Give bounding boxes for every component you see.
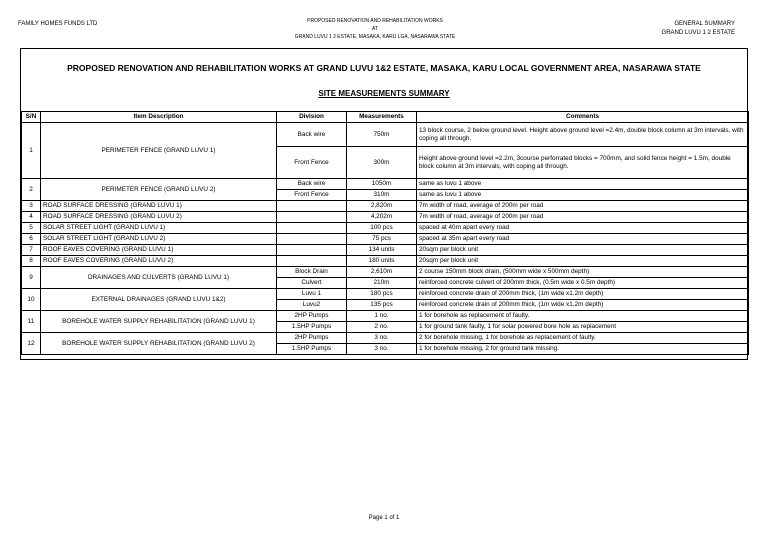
cell-sn: 7 [22,245,41,256]
cell-division: Front Fence [277,190,347,201]
cell-comment: 20sqm per block unit [417,245,749,256]
table-row [22,212,749,223]
cell-item: BOREHOLE WATER SUPPLY REHABILITATION (GRAND LUVU 1) [41,311,277,333]
measurements-table [21,111,749,355]
cell-comment: 1 for ground tank faulty, 1 for solar powered bore hole as replacement [417,322,749,333]
cell-item: DRAINAGES AND CULVERTS (GRAND LUVU 1) [41,267,277,289]
cell-measurement: 310m [347,190,417,201]
cell-measurement: 135 pcs [347,300,417,311]
cell-comment: 2 for borehole missing, 1 for borehole as replacement of faulty. [417,333,749,344]
cell-division: 1.5HP Pumps [277,344,347,355]
cell-measurement: 2,610m [347,267,417,278]
page-number: Page 1 of 1 [368,515,400,521]
cell-item: BOREHOLE WATER SUPPLY REHABILITATION (GRAND LUVU 2) [41,333,277,355]
cell-comment: 20sqm per block unit [417,256,749,267]
cell-comment: reinforced concrete drain of 200mm thick, (1m wide x1.2m depth) [417,289,749,300]
cell-division: Luvu2 [277,300,347,311]
cell-item: ROOF EAVES COVERING (GRAND LUVU 1) [41,245,277,256]
cell-sn: 10 [22,289,41,311]
cell-measurement: 3 no. [347,333,417,344]
cell-sn: 9 [22,267,41,289]
cell-sn: 8 [22,256,41,267]
table-row [22,179,749,190]
cell-comment: reinforced concrete drain of 200mm thick, (1m wide x1.2m depth) [417,300,749,311]
cell-measurement: 134 units [347,245,417,256]
table-row [22,333,749,344]
col-item: Item Description [41,112,277,123]
cell-comment: reinforced concrete culvert of 200mm thick, (0.5m wide x 0.5m depth) [417,278,749,289]
cell-measurement: 2,820m [347,201,417,212]
cell-comment: spaced at 35m apart every road [417,234,749,245]
cell-item: PERIMETER FENCE (GRAND LUVU 2) [41,179,277,201]
cell-sn: 3 [22,201,41,212]
cell-division: Culvert [277,278,347,289]
col-comments: Comments [417,112,749,123]
cell-sn: 5 [22,223,41,234]
cell-division [277,256,347,267]
cell-division [277,245,347,256]
cell-measurement: 1 no. [347,311,417,322]
cell-sn: 4 [22,212,41,223]
cell-division: Luvu 1 [277,289,347,300]
section-title: SITE MEASUREMENTS SUMMARY [318,89,450,98]
cell-comment: 2 course 150mm block drain, (500mm wide x 500mm depth) [417,267,749,278]
cell-comment: spaced at 40m apart every road [417,223,749,234]
table-header-row [22,112,749,123]
cell-item: PERIMETER FENCE (GRAND LUVU 1) [41,123,277,179]
cell-comment: 1 for borehole as replacement of faulty. [417,311,749,322]
cell-item: SOLAR STREET LIGHT (GRAND LUVU 2) [41,234,277,245]
cell-measurement: 4,202m [347,212,417,223]
document-title: PROPOSED RENOVATION AND REHABILITATION WORKS AT GRAND LUVU 1&2 ESTATE, MASAKA, KARU LOCAL GOVERNMENT AREA, NASARAWA STATE [67,63,701,73]
cell-sn: 12 [22,333,41,355]
cell-division: 2HP Pumps [277,311,347,322]
cell-item: ROAD SURFACE DRESSING (GRAND LUVU 2) [41,212,277,223]
cell-comment: same as luvu 1 above [417,190,749,201]
col-sn: S/N [22,112,41,123]
cell-comment: 7m width of road, average of 200m per road [417,212,749,223]
summary-frame [20,48,748,360]
cell-measurement: 2 no. [347,322,417,333]
table-row [22,234,749,245]
cell-measurement: 100 pcs [347,223,417,234]
cell-division [277,212,347,223]
cell-measurement: 3 no. [347,344,417,355]
cell-sn: 2 [22,179,41,201]
cell-division: Block Drain [277,267,347,278]
cell-sn: 11 [22,311,41,333]
table-row [22,123,749,147]
header-right-line2: GRAND LUVU 1 2 ESTATE [661,30,735,36]
cell-division: 1.5HP Pumps [277,322,347,333]
cell-division [277,201,347,212]
cell-division: Back wire [277,179,347,190]
table-row [22,289,749,300]
cell-comment: 7m width of road, average of 200m per road [417,201,749,212]
cell-measurement: 180 units [347,256,417,267]
header-center-line1: PROPOSED RENOVATION AND REHABILITATION WORKS [307,18,443,24]
table-row [22,256,749,267]
header-right-line1: GENERAL SUMMARY [674,21,735,27]
cell-item: ROOF EAVES COVERING (GRAND LUVU 2) [41,256,277,267]
table-row [22,311,749,322]
company-name: FAMILY HOMES FUNDS LTD [18,21,98,27]
table-row [22,201,749,212]
cell-sn: 6 [22,234,41,245]
cell-item: SOLAR STREET LIGHT (GRAND LUVU 1) [41,223,277,234]
cell-measurement: 75 pcs [347,234,417,245]
col-division: Division [277,112,347,123]
header-center-line2: AT [371,26,379,32]
header-center [230,17,520,41]
cell-division: 2HP Pumps [277,333,347,344]
table-row [22,223,749,234]
header-right [662,20,735,38]
cell-sn: 1 [22,123,41,179]
header-center-line3: GRAND LUVU 1 2 ESTATE, MASAKA, KARU LGA, NASARAWA STATE [294,34,456,40]
table-row [22,245,749,256]
cell-measurement: 300m [347,147,417,179]
table-row [22,267,749,278]
cell-measurement: 210m [347,278,417,289]
cell-item: EXTERNAL DRAINAGES (GRAND LUVU 1&2) [41,289,277,311]
col-measurements: Measurements [347,112,417,123]
cell-division [277,234,347,245]
cell-measurement: 1050m [347,179,417,190]
cell-comment: 13 block course, 2 below ground level. Height above ground level =2.4m, double block column at 3m intervals, with coping all through. [417,123,749,147]
cell-comment: 1 for borehole missing, 2 for ground tank missing. [417,344,749,355]
cell-comment: same as luvu 1 above [417,179,749,190]
cell-division [277,223,347,234]
cell-item: ROAD SURFACE DRESSING (GRAND LUVU 1) [41,201,277,212]
cell-measurement: 750m [347,123,417,147]
cell-measurement: 180 pcs [347,289,417,300]
cell-division: Back wire [277,123,347,147]
cell-division: Front Fence [277,147,347,179]
cell-comment: Height above ground level =2.2m, 3course perforrated blocks = 700mm, and solid fence height = 1.5m, double block column at 3m intervals, with coping all through. [417,147,749,179]
